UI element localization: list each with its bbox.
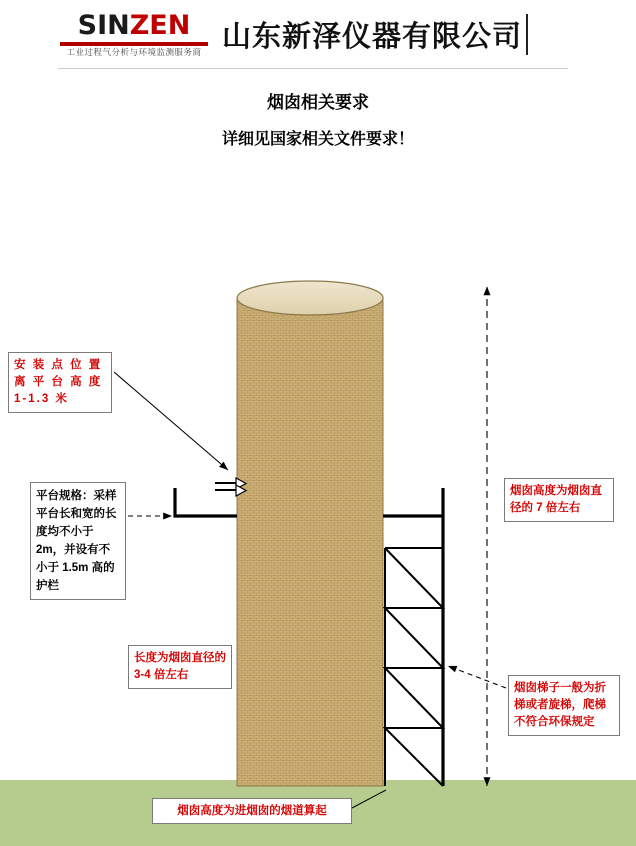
callout-ladder-type: 烟囱梯子一般为折梯或者旋梯，爬梯不符合环保规定 — [508, 675, 620, 736]
platform-left — [175, 488, 237, 516]
callout-platform-spec-text: 采样平台长和宽的长度均不小于2m，并设有不小于 1.5m 高的护栏 — [36, 490, 117, 592]
logo-text-right: ZEN — [129, 10, 191, 41]
callout-install-point-line3: 1-1.3 米 — [14, 393, 69, 405]
callout-stack-height: 烟囱高度为烟囱直径的 7 倍左右 — [504, 478, 614, 522]
callout-platform-length: 长度为烟囱直径的 3-4 倍左右 — [128, 645, 232, 689]
callout-platform-spec — [30, 482, 126, 600]
callout-height-origin: 烟囱高度为进烟囱的烟道算起 — [152, 798, 352, 824]
company-name: 山东新泽仪器有限公司 — [222, 14, 528, 55]
callout-install-point-line2: 离 平 台 高 度 — [14, 376, 103, 388]
leader-install-point — [114, 372, 228, 470]
stack-body — [237, 298, 383, 786]
callout-platform-spec-label: 平台规格： — [36, 490, 94, 502]
stack-top-rim — [237, 281, 383, 315]
leader-ladder — [448, 666, 506, 688]
page-title: 烟囱相关要求 — [267, 93, 369, 112]
logo-text-left: SIN — [77, 10, 130, 41]
callout-install-point — [8, 352, 112, 413]
zigzag-ladder — [385, 548, 443, 786]
logo-subtitle: 工业过程气分析与环境监测服务商 — [66, 47, 202, 57]
callout-install-point-line1: 安 装 点 位 置 — [14, 359, 103, 371]
page-subtitle: 详细见国家相关文件要求！ — [221, 131, 414, 148]
